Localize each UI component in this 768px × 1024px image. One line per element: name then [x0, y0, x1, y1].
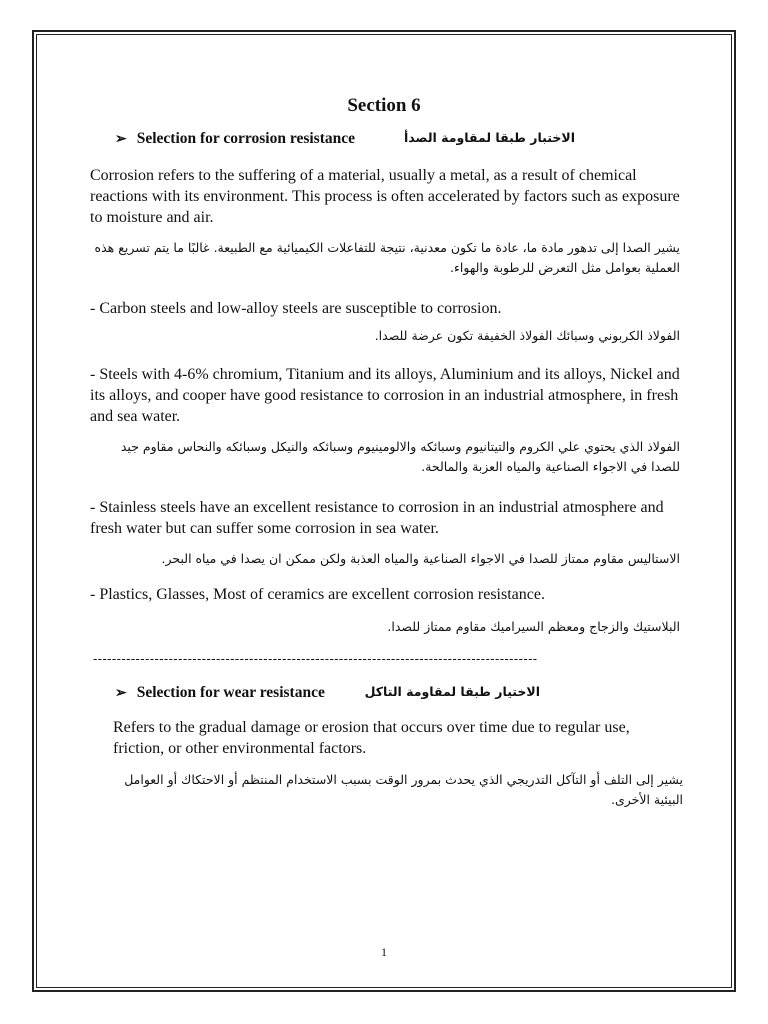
corrosion-p3-ar: الاستاليس مقاوم ممتاز للصدا في الاجواء الصناعية والمياه العذبة ولكن ممكن ان يصدا في مياه البحر. [161, 551, 680, 566]
wear-intro-en: Refers to the gradual damage or erosion that occurs over time due to regular use, friction, or other environmental factors. [113, 719, 630, 757]
corrosion-p4-ar: البلاستيك والزجاج ومعظم السيراميك مقاوم ممتاز للصدا. [387, 619, 680, 634]
corrosion-p1-en: - Carbon steels and low-alloy steels are susceptible to corrosion. [90, 300, 502, 317]
corrosion-p2-en: - Steels with 4-6% chromium, Titanium and its alloys, Aluminium and its alloys, Nickel and its alloys, and cooper have good resistance to corrosion in an industrial atmosphere, in fresh and sea water. [90, 366, 680, 425]
corrosion-intro-en: Corrosion refers to the suffering of a material, usually a metal, as a result of chemical reactions with its environment. This process is often accelerated by factors such as exposure to moisture and air. [90, 167, 680, 226]
corrosion-p1-ar: الفولاذ الكربوني وسبائك الفولاذ الخفيفة تكون عرضة للصدا. [374, 328, 680, 343]
wear-heading-en: Selection for wear resistance [136, 684, 325, 701]
section-title: Section 6 [347, 95, 421, 116]
wear-heading-ar: الاختيار طبقا لمقاومة التاكل [364, 684, 540, 699]
corrosion-intro-ar: يشير الصدا إلى تدهور مادة ما، عادة ما تكون معدنية، نتيجة للتفاعلات الكيميائية مع الطبيعة. غالبًا ما يتم تسريع هذه العملية بعوامل مثل التعرض للرطوبة والهواء. [94, 240, 680, 275]
arrow-bullet-icon: ➢ [115, 131, 127, 147]
arrow-bullet-icon: ➢ [115, 685, 127, 701]
page-number: 1 [381, 945, 387, 959]
corrosion-heading-ar-wrap [395, 130, 575, 145]
corrosion-heading-en: Selection for corrosion resistance [136, 130, 355, 147]
wear-heading-ar-wrap [364, 684, 540, 699]
wear-intro-ar: يشير إلى التلف أو التآكل التدريجي الذي يحدث بمرور الوقت بسبب الاستخدام المنتظم أو الاحتكاك أو العوامل البيئية الأخرى. [124, 772, 683, 807]
corrosion-heading-ar: الاختبار طبقا لمقاومة الصدأ [404, 130, 575, 145]
corrosion-p3-en: - Stainless steels have an excellent resistance to corrosion in an industrial atmosphere and fresh water but can suffer some corrosion in sea water. [90, 499, 664, 537]
section-divider: ---------------------------------------------------------------------------------------------- [93, 652, 538, 666]
corrosion-p2-ar: الفولاذ الذي يحتوي علي الكروم والتيتانيوم وسبائكه والالومينيوم وسبائكه والنيكل وسبائكه والنحاس مقاوم جيد للصدا في الاجواء الصناعية والمياه العزبة والمالحة. [120, 439, 680, 474]
corrosion-p4-en: - Plastics, Glasses, Most of ceramics are excellent corrosion resistance. [90, 586, 545, 603]
